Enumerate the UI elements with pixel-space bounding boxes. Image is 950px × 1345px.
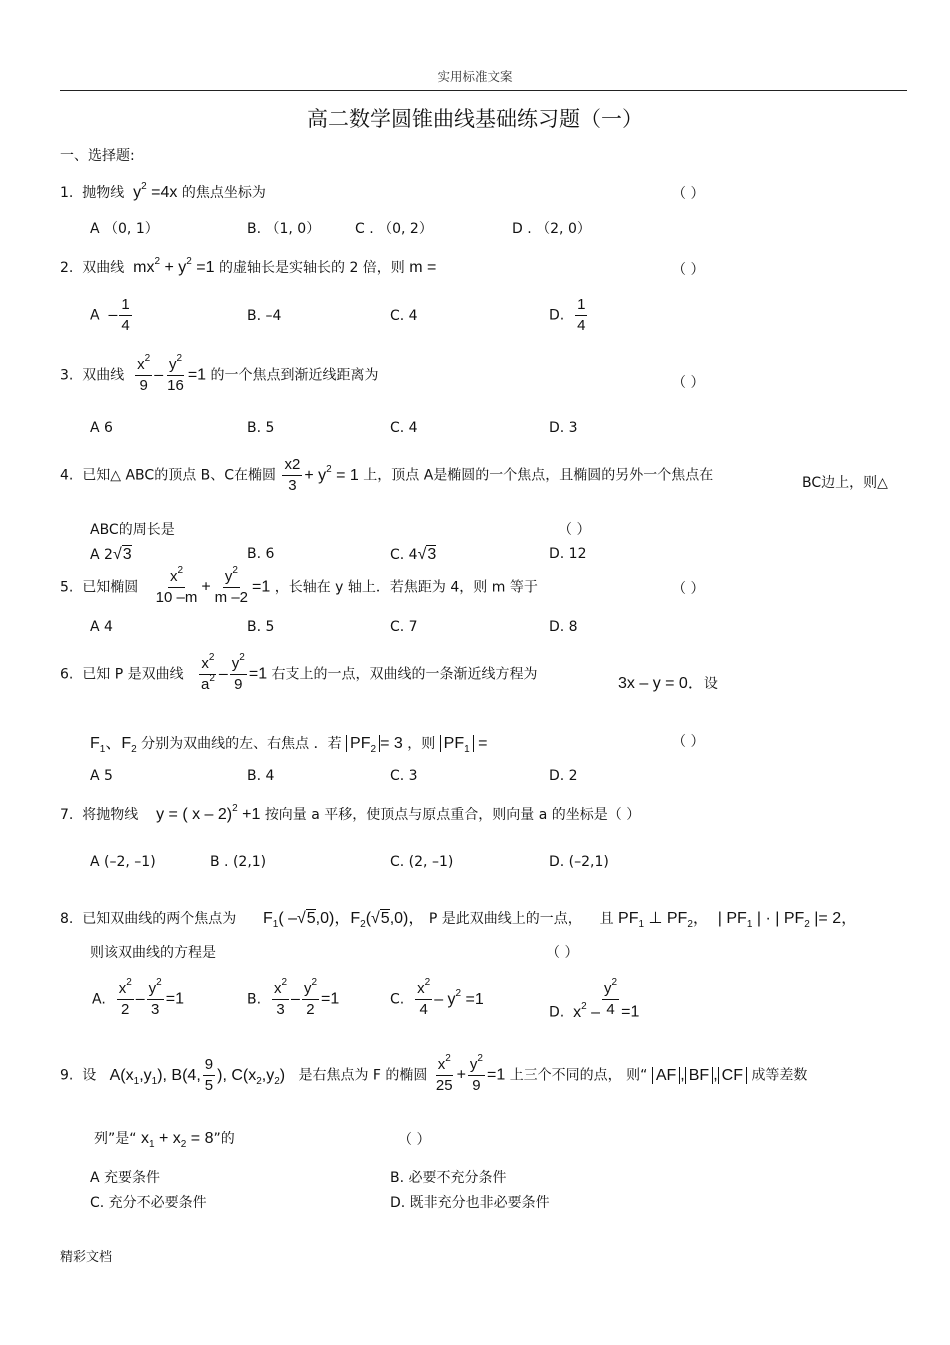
q7-option-a: A (–2, –1) xyxy=(90,854,156,870)
q6-option-a: A 5 xyxy=(90,768,113,784)
q2-option-b: B. –4 xyxy=(247,308,282,324)
header-rule xyxy=(60,90,907,91)
q9-option-c: C. 充分不必要条件 xyxy=(90,1195,207,1211)
answer-paren-6: （ ） xyxy=(672,734,705,750)
q9-option-b: B. 必要不充分条件 xyxy=(390,1170,507,1186)
page-footer: 精彩文档 xyxy=(60,1250,113,1265)
question-9-line2: 列”是“ $x_1 + x_2 = 8$”的 xyxy=(94,1130,235,1150)
q7-option-b: B . (2,1) xyxy=(210,854,267,870)
q4-option-d: D. 12 xyxy=(549,546,587,562)
question-6-eq: 3x – y = 0．设 xyxy=(618,675,718,692)
q4-option-b: B. 6 xyxy=(247,546,275,562)
question-8: 8. 已知双曲线的两个焦点为 $F_1$( –√5,0)，$F_2(√5,0)$， P 是此双曲线上的一点， 且 $PF_1$ ⊥ $PF_2$， | $PF_1$ | · | $PF_2$ |= 2， xyxy=(60,910,858,930)
answer-paren-8: （ ） xyxy=(546,945,579,961)
section-heading: 一、选择题: xyxy=(60,148,135,164)
q8-option-d: D. $x^2$ – $\frac{y^2}{4}$ =1 xyxy=(549,977,640,1021)
question-8-line2: 则该双曲线的方程是 xyxy=(90,945,216,961)
question-6-line2: $F_1$、$F_2$ 分别为双曲线的左、右焦点 ．若 $PF_2 = 3$ ，则 $PF_1$ = xyxy=(90,735,488,755)
q3-option-b: B. 5 xyxy=(247,420,275,436)
question-9: 9. 设 $A(x_1,y_1)$, B(4, $\frac{9}{5}$ ), $C(x_2,y_2)$ 是右焦点为 F 的椭圆 $\frac{x^2}{25}$ + $\frac{y^2}{9}$ =1 上三个不同的点， 则“ AF , BF , CF 成等差数 xyxy=(60,1053,808,1094)
answer-paren-4: （ ） xyxy=(558,522,591,538)
q5-option-b: B. 5 xyxy=(247,619,275,635)
q8-option-b: B. $\frac{x^2}{3}$ – $\frac{y^2}{2}$ =1 xyxy=(247,977,340,1018)
q7-option-c: C. (2, –1) xyxy=(390,854,454,870)
question-6: 6. 已知 P 是双曲线 $\frac{x^2}{a^2}$ – $\frac{y^2}{9}$ =1 右支上的一点，双曲线的一条渐近线方程为 xyxy=(60,652,538,693)
q9-option-a: A 充要条件 xyxy=(90,1170,161,1186)
answer-paren-5: （ ） xyxy=(672,581,705,597)
q7-option-d: D. (–2,1) xyxy=(549,854,609,870)
question-4: 4. 已知△ ABC的顶点 B、C在椭圆 $\frac{x2}{3}$ + $y^2 = 1$ 上，顶点 A是椭圆的一个焦点，且椭圆的另外一个焦点在 xyxy=(60,456,714,494)
q5-option-a: A 4 xyxy=(90,619,113,635)
answer-paren-1: （ ） xyxy=(672,186,705,202)
question-7: 7. 将抛物线 y = ( x – 2)$^2$ +1 按向量 a 平移，使顶点与原点重合，则向量 a 的坐标是（ ） xyxy=(60,803,641,823)
question-5: 5. 已知椭圆 $\frac{x^2}{10 -m}$ + $\frac{y^2}{m -2}$ =1 ，长轴在 y 轴上．若焦距为 4，则 m 等于 xyxy=(60,565,538,606)
q1-option-c: C . （0, 2） xyxy=(355,221,433,237)
question-4-tail: BC边上，则△ xyxy=(802,475,888,491)
q2-option-a: A – $\frac{1}{4}$ xyxy=(90,296,130,334)
answer-paren-3: （ ） xyxy=(672,375,705,391)
q3-option-c: C. 4 xyxy=(390,420,418,436)
page-title: 高二数学圆锥曲线基础练习题（一） xyxy=(307,107,643,131)
question-2: 2. 双曲线 $mx^2 + y^2 =1$ 的虚轴长是实轴长的 2 倍，则 m = xyxy=(60,256,437,276)
question-4-line2: ABC的周长是 xyxy=(90,522,175,538)
question-1: 1. 抛物线 $y^2 =4x$ 的焦点坐标为 xyxy=(60,181,266,201)
question-3: 3. 双曲线 $\frac{x^2}{9}$ – $\frac{y^2}{16}$ =1 的一个焦点到渐近线距离为 xyxy=(60,353,379,394)
q4-option-a: A 2√3 xyxy=(90,546,132,563)
q5-option-d: D. 8 xyxy=(549,619,578,635)
q6-option-c: C. 3 xyxy=(390,768,418,784)
q9-option-d: D. 既非充分也非必要条件 xyxy=(390,1195,550,1211)
q2-option-c: C. 4 xyxy=(390,308,418,324)
q1-option-a: A （0, 1） xyxy=(90,221,159,237)
q6-option-d: D. 2 xyxy=(549,768,578,784)
q2-option-d: D. $\frac{1}{4}$ xyxy=(549,296,586,334)
answer-paren-9: （ ） xyxy=(398,1132,431,1148)
q8-option-a: A. $\frac{x^2}{2}$ – $\frac{y^2}{3}$ =1 xyxy=(92,977,184,1018)
q3-option-a: A 6 xyxy=(90,420,113,436)
page-header: 实用标准文案 xyxy=(437,69,513,84)
answer-paren-2: （ ） xyxy=(672,262,705,278)
q6-option-b: B. 4 xyxy=(247,768,275,784)
q8-option-c: C. $\frac{x^2}{4}$ – $y^2 =1$ xyxy=(390,977,484,1018)
q1-option-b: B. （1, 0） xyxy=(247,221,321,237)
q5-option-c: C. 7 xyxy=(390,619,418,635)
q3-option-d: D. 3 xyxy=(549,420,578,436)
q1-option-d: D . （2, 0） xyxy=(512,221,591,237)
q4-option-c: C. 4√3 xyxy=(390,546,437,563)
